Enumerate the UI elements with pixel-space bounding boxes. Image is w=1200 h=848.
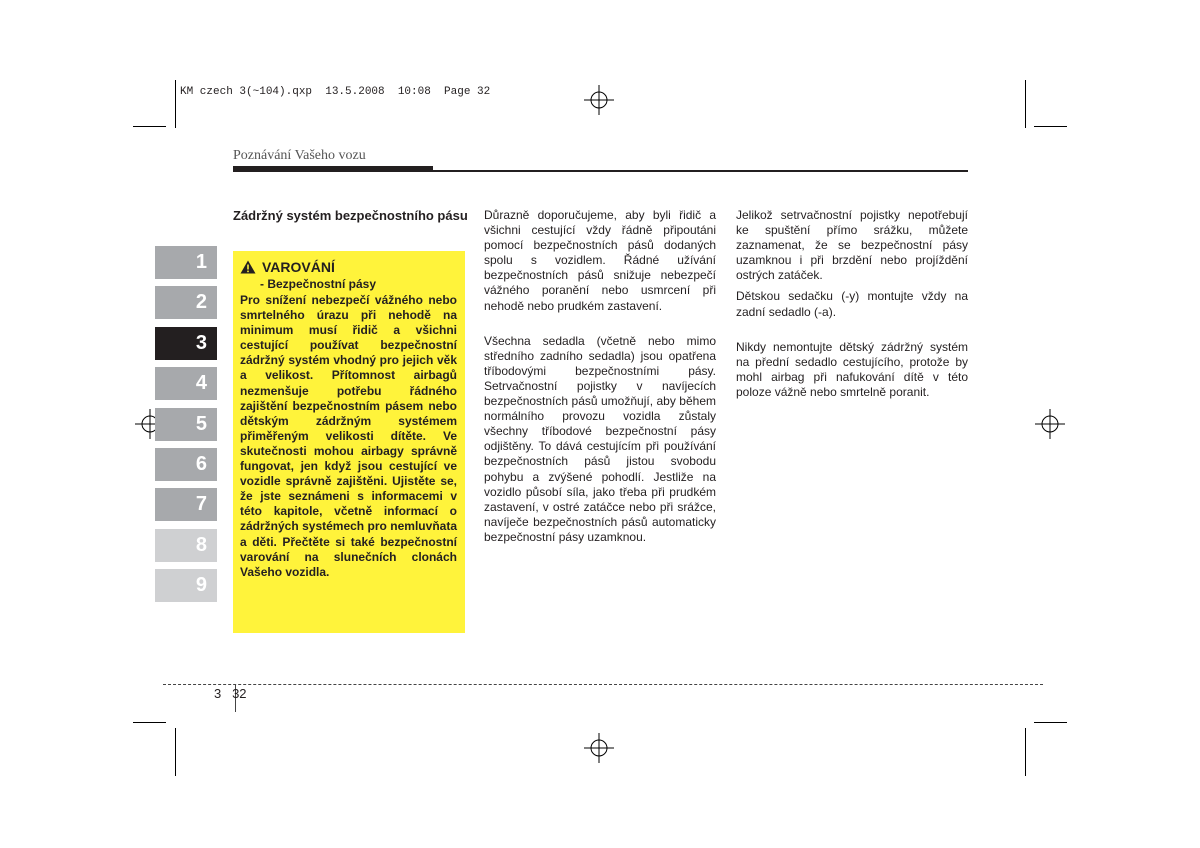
page-number	[214, 686, 247, 701]
chapter-tab-9[interactable]	[155, 569, 217, 602]
chapter-tab-label: 1	[195, 251, 207, 273]
chapter-number: 3	[214, 686, 222, 701]
registration-mark-right	[1035, 409, 1065, 439]
chapter-tab-6[interactable]	[155, 448, 217, 481]
warning-triangle-icon	[240, 260, 256, 274]
page-number-value: 32	[232, 686, 247, 701]
chapter-tab-3[interactable]	[155, 327, 217, 360]
chapter-tab-7[interactable]	[155, 488, 217, 521]
crop-mark-top-left-v	[175, 80, 176, 128]
paragraph: Nikdy nemontujte dětský zádržný systém na přední sedadlo cestujícího, protože by mohl airbag při nafukování dítě v této poloze vážně nebo smrtelně poranit.	[736, 339, 968, 399]
chapter-tab-label: 6	[195, 453, 207, 475]
paragraph: Jelikož setrvačnostní pojistky nepotřebují ke spuštění přímo srážku, můžete zaznamenat, že se bezpečnostní pásy uzamknou i při brzdění nebo projíždění ostrých zatáček.	[736, 208, 968, 283]
chapter-tab-label: 9	[195, 574, 207, 596]
crop-mark-bottom-right-h	[1034, 722, 1067, 723]
chapter-tab-2[interactable]	[155, 286, 217, 319]
chapter-tab-label: 7	[195, 493, 207, 515]
crop-mark-bottom-right-v	[1025, 728, 1026, 776]
chapter-tab-8[interactable]	[155, 529, 217, 562]
header-rule	[233, 170, 968, 172]
chapter-tab-label: 3	[195, 332, 207, 354]
crop-mark-top-right-h	[1034, 126, 1067, 127]
column-3	[736, 208, 968, 406]
chapter-tab-4[interactable]	[155, 367, 217, 400]
column-2	[484, 208, 716, 551]
chapter-tab-5[interactable]	[155, 408, 217, 441]
crop-mark-top-right-v	[1025, 80, 1026, 128]
warning-heading-row	[240, 259, 457, 275]
running-header-title: Poznávání Vašeho vozu	[233, 148, 366, 163]
warning-subheading: - Bezpečnostní pásy	[260, 277, 377, 291]
chapter-tab-1[interactable]	[155, 246, 217, 279]
chapter-tab-label: 4	[195, 372, 207, 394]
registration-mark-bottom	[584, 733, 614, 763]
crop-mark-top-left-h	[133, 126, 166, 127]
registration-mark-top	[584, 85, 614, 115]
paragraph: Všechna sedadla (včetně nebo mimo středního zadního sedadla) jsou opatřena tříbodovými bezpečnostními pásy. Setrvačnostní pojistky v navíjecích bezpečnostních pásů umožňují, aby během normálního provozu vozidla zůstaly všechny tříbodové bezpečnostní pásy odjištěny. To dává cestujícím při používání bezpečnostních pásů jistou svobodu pohybu a zvýšené pohodlí. Jestliže na vozidlo působí síla, jako třeba při prudkém zastavení, v ostré zatáčce nebo při srážce, navíječe bezpečnostních pásů automaticky bezpečnostní pásy uzamknou.	[484, 333, 716, 544]
paragraph: Dětskou sedačku (-y) montujte vždy na zadní sedadlo (-a).	[736, 289, 968, 319]
warning-heading: VAROVÁNÍ	[262, 259, 335, 275]
crop-mark-bottom-left-h	[133, 722, 166, 723]
warning-body: Pro snížení nebezpečí vážného nebo smrtelného úrazu při nehodě na minimum musí řidič a všichni cestující používat bezpečnostní zádržný systém vhodný pro jejich věk a velikost. Přítomnost airbagů nezmenšuje potřebu řádného zajištění bezpečnostním pásem nebo dětským zádržným systémem přiměřeným velikosti dítěte. Ve skutečnosti mohou airbagy správně fungovat, jen když jsou cestující ve vozidle správně zajištěni. Ujistěte se, že jste seznámeni s informacemi v této kapitole, včetně informací o zádržných systémech pro nemluvňata a děti. Přečtěte si také bezpečnostní varování na slunečních clonách Vašeho vozidla.	[240, 293, 457, 579]
chapter-tab-label: 5	[195, 413, 207, 435]
paragraph: Důrazně doporučujeme, aby byli řidič a všichni cestující vždy řádně připoutáni pomocí bezpečnostních pásů dodaných spolu s vozidlem. Řádné užívání bezpečnostních pásů snižuje nebezpečí vážného poranění nebo usmrcení při nehodě nebo prudkém zastavení.	[484, 208, 716, 313]
crop-mark-bottom-left-v	[175, 728, 176, 776]
print-slug: KM czech 3(~104).qxp 13.5.2008 10:08 Page 32	[180, 86, 491, 98]
footer-dotted-rule	[163, 684, 1043, 685]
chapter-tab-label: 2	[195, 291, 207, 313]
chapter-tab-label: 8	[195, 534, 207, 556]
section-title: Zádržný systém bezpečnostního pásu	[233, 208, 468, 223]
warning-box	[233, 251, 465, 633]
